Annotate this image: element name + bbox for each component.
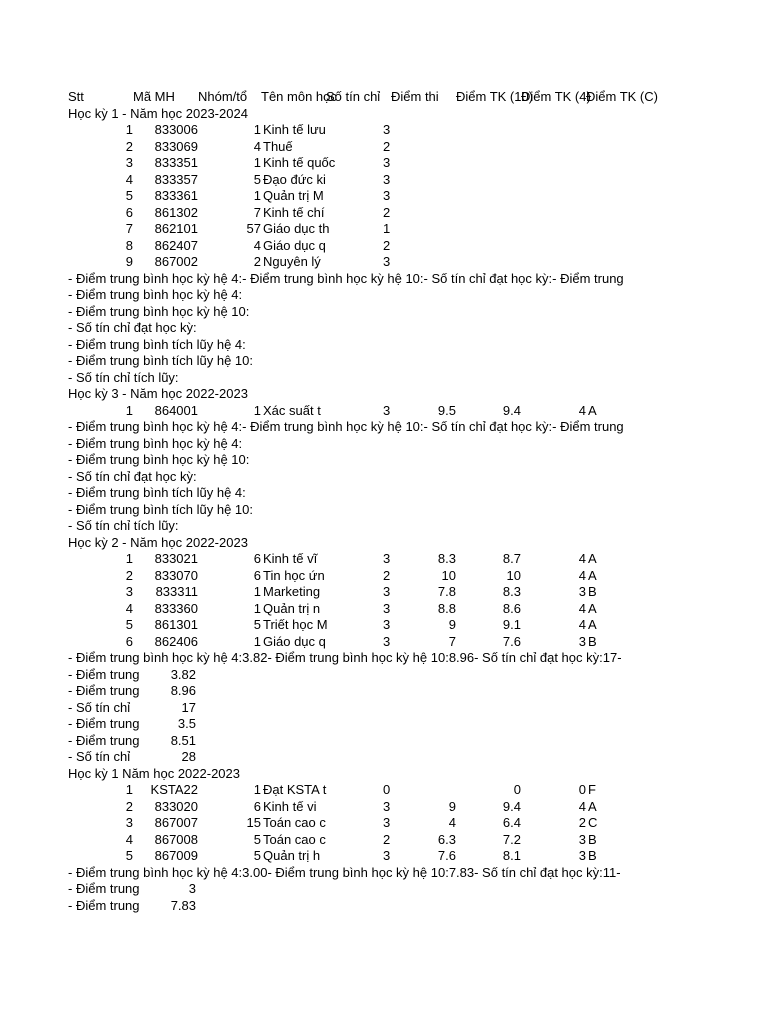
course-row bbox=[0, 799, 654, 815]
course-cell: A bbox=[588, 600, 597, 616]
course-cell: 1 bbox=[253, 782, 261, 797]
course-cell: 833021 bbox=[154, 551, 198, 566]
course-cell: B bbox=[588, 584, 597, 599]
course-cell: Xác suất t bbox=[263, 402, 321, 418]
summary-row bbox=[0, 370, 654, 386]
course-cell: 0 bbox=[578, 782, 586, 797]
course-row bbox=[0, 238, 654, 254]
course-cell: 6 bbox=[253, 798, 261, 814]
header-row bbox=[0, 89, 658, 105]
course-cell: 864001 bbox=[154, 402, 198, 418]
course-cell: 867002 bbox=[154, 254, 198, 269]
course-cell: 4 bbox=[253, 237, 261, 253]
summary-value: 17 bbox=[181, 699, 196, 715]
course-cell: Kinh tế chí bbox=[263, 204, 325, 220]
course-cell: 3 bbox=[383, 798, 391, 814]
course-cell: 8.7 bbox=[502, 551, 521, 566]
summary-row bbox=[0, 749, 654, 765]
course-cell: 4 bbox=[253, 138, 261, 154]
course-cell: 3 bbox=[578, 633, 586, 649]
semester-summary-line: - Điểm trung bình học kỳ hệ 4:3.82- Điểm trung bình học kỳ hệ 10:8.96- Số tín chỉ đạt học kỳ:17- bbox=[68, 650, 622, 665]
summary-row bbox=[0, 700, 654, 716]
course-row bbox=[0, 254, 654, 270]
course-cell: 6 bbox=[125, 204, 133, 220]
semester-title-row bbox=[0, 535, 654, 551]
course-cell: 6.4 bbox=[502, 815, 521, 830]
course-cell: 8.1 bbox=[502, 848, 521, 863]
course-cell: 7 bbox=[253, 204, 261, 220]
summary-row bbox=[0, 502, 654, 518]
course-cell: 9 bbox=[448, 617, 456, 632]
course-cell: 4 bbox=[125, 831, 133, 847]
course-cell: 2 bbox=[383, 567, 391, 583]
course-cell: A bbox=[588, 567, 597, 583]
course-cell: 6 bbox=[125, 633, 133, 649]
course-cell: 833020 bbox=[154, 798, 198, 814]
course-cell: Quản trị M bbox=[263, 188, 324, 203]
summary-line-row bbox=[0, 865, 654, 881]
course-cell: 3 bbox=[383, 617, 391, 632]
course-cell: Giáo dục th bbox=[263, 221, 330, 236]
course-cell: 1 bbox=[253, 402, 261, 418]
course-cell: 861302 bbox=[154, 204, 198, 220]
summary-label: - Số tín chỉ đạt học kỳ: bbox=[68, 320, 197, 335]
course-cell: 5 bbox=[253, 171, 261, 187]
summary-label: - Điểm trung bình học kỳ hệ 10: bbox=[68, 303, 250, 319]
course-cell: 2 bbox=[578, 815, 586, 830]
summary-label: - Điểm trung bình học kỳ hệ 4: bbox=[68, 435, 243, 451]
summary-row bbox=[0, 337, 654, 353]
course-row bbox=[0, 205, 654, 221]
course-cell: 3 bbox=[578, 831, 586, 847]
course-cell: 4 bbox=[578, 617, 586, 632]
course-cell: 862407 bbox=[154, 237, 198, 253]
course-cell: 0 bbox=[513, 782, 521, 797]
course-cell: 1 bbox=[253, 633, 261, 649]
course-row bbox=[0, 601, 654, 617]
course-cell: 833360 bbox=[154, 600, 198, 616]
course-cell: 867009 bbox=[154, 848, 198, 863]
course-cell: C bbox=[588, 815, 598, 830]
course-cell: 3 bbox=[383, 633, 391, 649]
course-cell: 3 bbox=[125, 815, 133, 830]
summary-row bbox=[0, 436, 654, 452]
course-cell: KSTA22 bbox=[150, 782, 198, 797]
course-cell: 10 bbox=[506, 567, 521, 583]
summary-row bbox=[0, 518, 654, 534]
summary-line-row bbox=[0, 650, 654, 666]
course-row bbox=[0, 403, 654, 419]
course-row bbox=[0, 551, 654, 567]
course-row bbox=[0, 122, 654, 138]
course-cell: 9 bbox=[448, 798, 456, 814]
course-cell: Tin học ứn bbox=[263, 567, 325, 583]
summary-row bbox=[0, 485, 654, 501]
course-row bbox=[0, 832, 654, 848]
course-cell: 7 bbox=[125, 221, 133, 236]
header-cell: Nhóm/tổ bbox=[198, 89, 248, 104]
course-row bbox=[0, 848, 654, 864]
course-cell: Kinh tế vi bbox=[263, 798, 317, 814]
course-cell: F bbox=[588, 782, 596, 797]
course-cell: B bbox=[588, 633, 597, 649]
course-cell: 9.4 bbox=[502, 402, 521, 418]
course-cell: 3 bbox=[383, 815, 391, 830]
summary-label: - Điểm trung bbox=[68, 666, 140, 682]
summary-label: - Điểm trung bbox=[68, 732, 140, 748]
course-cell: B bbox=[588, 848, 597, 863]
course-cell: 6.3 bbox=[437, 831, 456, 847]
course-cell: 1 bbox=[253, 155, 261, 170]
course-cell: 2 bbox=[383, 237, 391, 253]
course-cell: 4 bbox=[578, 798, 586, 814]
summary-row bbox=[0, 287, 654, 303]
course-cell: Thuế bbox=[263, 138, 293, 154]
course-cell: 833069 bbox=[154, 138, 198, 154]
course-cell: 6 bbox=[253, 567, 261, 583]
course-cell: 3 bbox=[578, 848, 586, 863]
course-cell: 4 bbox=[125, 600, 133, 616]
course-cell: Triết học M bbox=[263, 617, 328, 632]
course-cell: 6 bbox=[253, 551, 261, 566]
summary-row bbox=[0, 733, 654, 749]
semester-title: Học kỳ 1 Năm học 2022-2023 bbox=[68, 765, 240, 781]
course-cell: 1 bbox=[253, 600, 261, 616]
summary-row bbox=[0, 452, 654, 468]
summary-row bbox=[0, 304, 654, 320]
course-cell: 833357 bbox=[154, 171, 198, 187]
course-cell: 5 bbox=[253, 617, 261, 632]
course-cell: 2 bbox=[383, 204, 391, 220]
semester-title-row bbox=[0, 106, 654, 122]
course-row bbox=[0, 155, 654, 171]
course-cell: 4 bbox=[448, 815, 456, 830]
semester-title: Học kỳ 2 - Năm học 2022-2023 bbox=[68, 534, 248, 550]
course-cell: 861301 bbox=[154, 617, 198, 632]
course-cell: 4 bbox=[578, 402, 586, 418]
course-cell: 1 bbox=[383, 221, 391, 236]
summary-label: - Điểm trung bbox=[68, 683, 140, 698]
course-row bbox=[0, 221, 654, 237]
summary-row bbox=[0, 469, 654, 485]
course-cell: 2 bbox=[125, 567, 133, 583]
course-cell: 1 bbox=[125, 782, 133, 797]
course-cell: 7.8 bbox=[437, 584, 456, 599]
header-cell: Tên môn học bbox=[261, 89, 337, 104]
course-cell: Quản trị n bbox=[263, 600, 321, 616]
course-cell: 3 bbox=[125, 155, 133, 170]
course-cell: 7.6 bbox=[502, 633, 521, 649]
course-cell: 2 bbox=[383, 831, 391, 847]
summary-value: 28 bbox=[181, 749, 196, 764]
course-cell: 833006 bbox=[154, 122, 198, 137]
header-cell: Điểm thi bbox=[391, 89, 439, 104]
course-cell: 3 bbox=[383, 584, 391, 599]
course-row bbox=[0, 584, 654, 600]
course-cell: Toán cao c bbox=[263, 831, 326, 847]
course-cell: A bbox=[588, 402, 597, 418]
course-cell: A bbox=[588, 551, 597, 566]
course-cell: 867007 bbox=[154, 815, 198, 830]
course-cell: 3 bbox=[383, 848, 391, 863]
course-cell: Kinh tế vĩ bbox=[263, 551, 318, 566]
course-row bbox=[0, 634, 654, 650]
course-cell: 9.1 bbox=[502, 617, 521, 632]
course-cell: 10 bbox=[441, 567, 456, 583]
course-cell: Đạt KSTA t bbox=[263, 782, 327, 797]
course-cell: 833351 bbox=[154, 155, 198, 170]
course-cell: 867008 bbox=[154, 831, 198, 847]
course-row bbox=[0, 568, 654, 584]
course-cell: 5 bbox=[125, 617, 133, 632]
summary-value: 7.83 bbox=[170, 897, 196, 913]
semester-title-row bbox=[0, 386, 654, 402]
summary-row bbox=[0, 881, 654, 897]
course-cell: B bbox=[588, 831, 597, 847]
course-cell: 833070 bbox=[154, 567, 198, 583]
summary-label: - Điểm trung bình tích lũy hệ 4: bbox=[68, 485, 246, 500]
course-cell: 8.3 bbox=[437, 551, 456, 566]
summary-row bbox=[0, 353, 654, 369]
course-cell: 5 bbox=[125, 848, 133, 863]
semester-title-row bbox=[0, 766, 654, 782]
course-cell: 1 bbox=[125, 122, 133, 137]
summary-label: - Số tín chỉ đạt học kỳ: bbox=[68, 468, 197, 484]
summary-row bbox=[0, 667, 654, 683]
course-cell: 57 bbox=[246, 221, 261, 236]
course-row bbox=[0, 188, 654, 204]
summary-label: - Điểm trung bbox=[68, 897, 140, 913]
course-cell: 2 bbox=[125, 138, 133, 154]
course-cell: Marketing bbox=[263, 584, 321, 599]
course-cell: 8.3 bbox=[502, 584, 521, 599]
course-cell: 1 bbox=[125, 402, 133, 418]
course-cell: 3 bbox=[383, 551, 391, 566]
header-cell: Mã MH bbox=[133, 89, 175, 104]
course-cell: 833361 bbox=[154, 188, 198, 203]
header-cell: Số tín chỉ bbox=[326, 89, 381, 104]
course-cell: 1 bbox=[253, 584, 261, 599]
course-cell: Kinh tế quốc bbox=[263, 155, 336, 170]
course-cell: 862101 bbox=[154, 221, 198, 236]
course-cell: 4 bbox=[578, 551, 586, 566]
summary-label: - Số tín chỉ tích lũy: bbox=[68, 369, 179, 385]
summary-label: - Điểm trung bình tích lũy hệ 10: bbox=[68, 501, 253, 517]
summary-line-row bbox=[0, 419, 654, 435]
course-cell: Nguyên lý bbox=[263, 254, 321, 269]
summary-label: - Số tín chỉ bbox=[68, 699, 131, 715]
course-cell: 2 bbox=[253, 254, 261, 269]
course-cell: 2 bbox=[125, 798, 133, 814]
course-cell: 3 bbox=[383, 155, 391, 170]
summary-value: 8.51 bbox=[170, 732, 196, 748]
course-cell: 8.6 bbox=[502, 600, 521, 616]
course-cell: 9.5 bbox=[437, 402, 456, 418]
summary-value: 3 bbox=[188, 881, 196, 896]
course-cell: 1 bbox=[253, 122, 261, 137]
semester-title: Học kỳ 1 - Năm học 2023-2024 bbox=[68, 105, 248, 121]
summary-value: 3.82 bbox=[170, 666, 196, 682]
summary-label: - Điểm trung bình tích lũy hệ 10: bbox=[68, 353, 253, 368]
course-cell: 3 bbox=[383, 402, 391, 418]
summary-label: - Điểm trung bình tích lũy hệ 4: bbox=[68, 336, 246, 352]
course-cell: 5 bbox=[253, 848, 261, 863]
semester-summary-line: - Điểm trung bình học kỳ hệ 4:3.00- Điểm trung bình học kỳ hệ 10:7.83- Số tín chỉ đạt học kỳ:11- bbox=[68, 864, 621, 880]
summary-label: - Số tín chỉ bbox=[68, 749, 131, 764]
summary-label: - Điểm trung bbox=[68, 881, 140, 896]
summary-value: 3.5 bbox=[177, 716, 196, 731]
course-cell: 3 bbox=[578, 584, 586, 599]
course-cell: 9.4 bbox=[502, 798, 521, 814]
semester-title: Học kỳ 3 - Năm học 2022-2023 bbox=[68, 386, 248, 401]
course-cell: Toán cao c bbox=[263, 815, 326, 830]
summary-row bbox=[0, 898, 654, 914]
summary-label: - Điểm trung bbox=[68, 716, 140, 731]
course-cell: 7.6 bbox=[437, 848, 456, 863]
course-row bbox=[0, 139, 654, 155]
course-cell: 7.2 bbox=[502, 831, 521, 847]
course-cell: 8 bbox=[125, 237, 133, 253]
header-cell: Điểm TK (C) bbox=[586, 89, 658, 104]
course-cell: 3 bbox=[383, 600, 391, 616]
course-cell: 5 bbox=[125, 188, 133, 203]
course-cell: 0 bbox=[383, 782, 391, 797]
course-cell: 1 bbox=[253, 188, 261, 203]
course-cell: 3 bbox=[383, 254, 391, 269]
summary-value: 8.96 bbox=[170, 683, 196, 698]
summary-line-row bbox=[0, 271, 654, 287]
course-row bbox=[0, 815, 654, 831]
course-cell: 3 bbox=[383, 171, 391, 187]
course-cell: 4 bbox=[578, 600, 586, 616]
course-cell: 9 bbox=[125, 254, 133, 269]
course-cell: 5 bbox=[253, 831, 261, 847]
course-cell: A bbox=[588, 798, 597, 814]
summary-row bbox=[0, 683, 654, 699]
semester-summary-line: - Điểm trung bình học kỳ hệ 4:- Điểm trung bình học kỳ hệ 10:- Số tín chỉ đạt học kỳ:- Điểm trung bbox=[68, 270, 624, 286]
course-cell: Giáo dục q bbox=[263, 633, 326, 649]
course-cell: Kinh tế lưu bbox=[263, 122, 326, 137]
course-cell: A bbox=[588, 617, 597, 632]
header-cell: Điểm TK (4) bbox=[521, 89, 591, 104]
course-cell: 3 bbox=[383, 122, 391, 137]
course-cell: Giáo dục q bbox=[263, 237, 326, 253]
course-cell: 4 bbox=[578, 567, 586, 583]
course-cell: 862406 bbox=[154, 633, 198, 649]
summary-label: - Điểm trung bình học kỳ hệ 4: bbox=[68, 287, 243, 302]
summary-row bbox=[0, 320, 654, 336]
course-cell: 2 bbox=[383, 138, 391, 154]
course-row bbox=[0, 172, 654, 188]
course-cell: 3 bbox=[125, 584, 133, 599]
course-cell: Quản trị h bbox=[263, 848, 321, 863]
summary-label: - Điểm trung bình học kỳ hệ 10: bbox=[68, 452, 250, 467]
course-cell: 3 bbox=[383, 188, 391, 203]
header-cell: Stt bbox=[68, 89, 84, 104]
header-cell: Điểm TK (10) bbox=[456, 89, 534, 104]
course-row bbox=[0, 782, 654, 798]
semester-summary-line: - Điểm trung bình học kỳ hệ 4:- Điểm trung bình học kỳ hệ 10:- Số tín chỉ đạt học kỳ:- Điểm trung bbox=[68, 419, 624, 434]
course-cell: 7 bbox=[448, 633, 456, 649]
course-cell: 833311 bbox=[155, 584, 198, 599]
course-cell: 4 bbox=[125, 171, 133, 187]
course-row bbox=[0, 617, 654, 633]
summary-row bbox=[0, 716, 654, 732]
course-cell: Đạo đức ki bbox=[263, 171, 326, 187]
course-cell: 1 bbox=[125, 551, 133, 566]
course-cell: 15 bbox=[246, 815, 261, 830]
course-cell: 8.8 bbox=[437, 600, 456, 616]
summary-label: - Số tín chỉ tích lũy: bbox=[68, 518, 179, 533]
